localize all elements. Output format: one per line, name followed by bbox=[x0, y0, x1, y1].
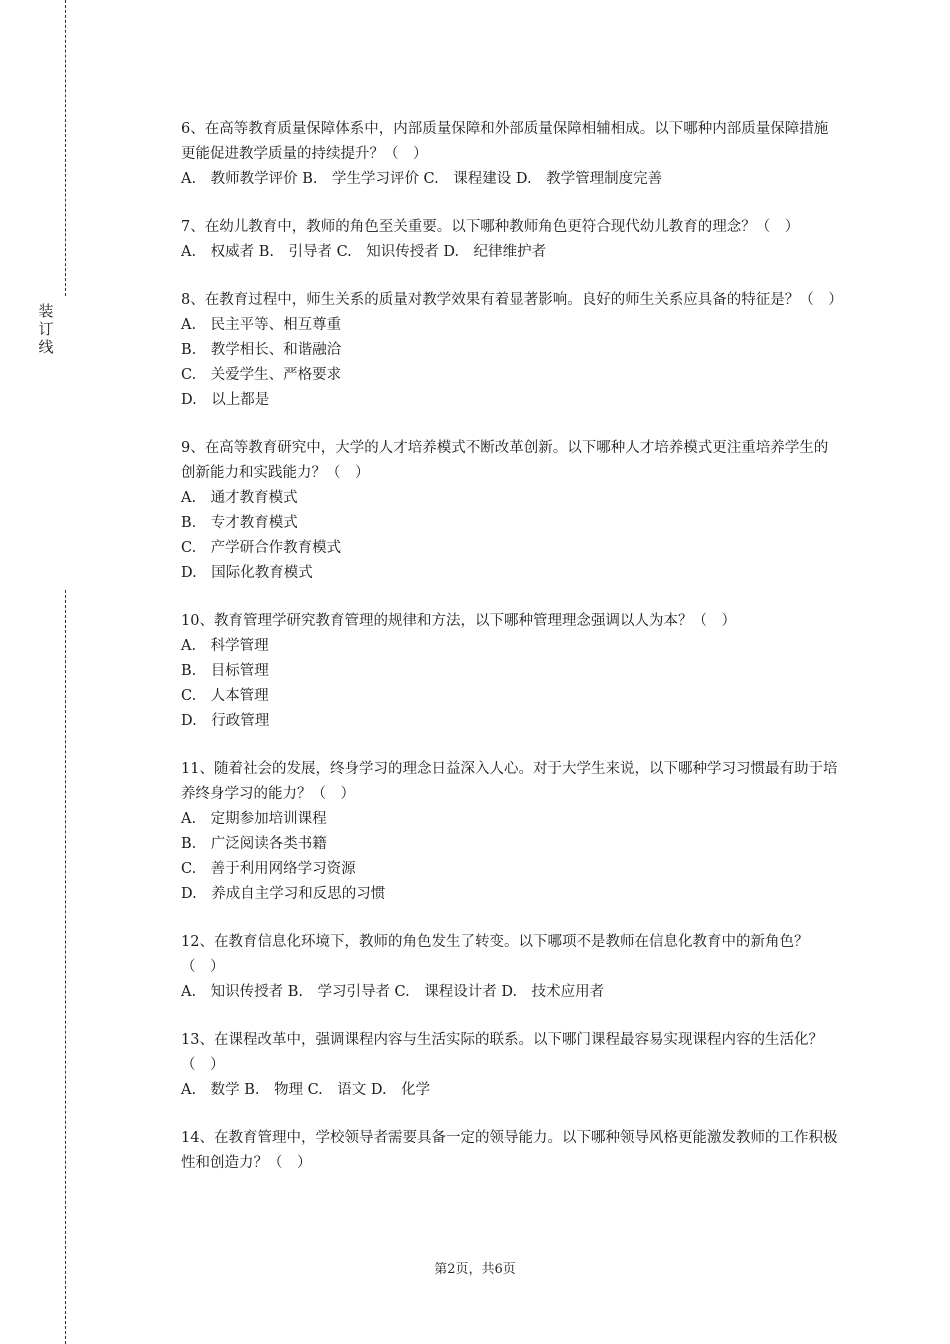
binding-char: 订 bbox=[38, 320, 54, 338]
question-text: 10、教育管理学研究教育管理的规律和方法，以下哪种管理理念强调以人为本？（ ） bbox=[181, 613, 736, 629]
option-c: C. 关爱学生、严格要求 bbox=[181, 367, 342, 383]
option-b: B. 目标管理 bbox=[181, 663, 269, 679]
binding-char: 线 bbox=[38, 338, 54, 356]
question-6 bbox=[181, 117, 841, 192]
question-text: 13、在课程改革中，强调课程内容与生活实际的联系。以下哪门课程最容易实现课程内容的生活化？（ ） bbox=[181, 1032, 823, 1073]
question-text: 12、在教育信息化环境下，教师的角色发生了转变。以下哪项不是教师在信息化教育中的新角色？（ ） bbox=[181, 934, 809, 975]
option-a: A. 通才教育模式 bbox=[181, 490, 298, 506]
question-11 bbox=[181, 757, 841, 907]
question-options: A. 知识传授者 B. 学习引导者 C. 课程设计者 D. 技术应用者 bbox=[181, 984, 605, 1000]
option-c: C. 善于利用网络学习资源 bbox=[181, 861, 356, 877]
option-c: C. 人本管理 bbox=[181, 688, 269, 704]
option-b: B. 广泛阅读各类书籍 bbox=[181, 836, 327, 852]
question-options: A. 权威者 B. 引导者 C. 知识传授者 D. 纪律维护者 bbox=[181, 244, 547, 260]
question-text: 7、在幼儿教育中，教师的角色至关重要。以下哪种教师角色更符合现代幼儿教育的理念？（ ） bbox=[181, 219, 800, 235]
option-d: D. 国际化教育模式 bbox=[181, 565, 313, 581]
question-text: 9、在高等教育研究中，大学的人才培养模式不断改革创新。以下哪种人才培养模式更注重培养学生的创新能力和实践能力？（ ） bbox=[181, 440, 829, 481]
question-options: A. 教师教学评价 B. 学生学习评价 C. 课程建设 D. 教学管理制度完善 bbox=[181, 171, 663, 187]
question-10 bbox=[181, 609, 841, 734]
binding-char: 装 bbox=[38, 302, 54, 320]
binding-dashed-line-bottom bbox=[65, 590, 66, 1344]
binding-label bbox=[38, 302, 54, 356]
question-7 bbox=[181, 215, 841, 265]
option-d: D. 以上都是 bbox=[181, 392, 270, 408]
page-number: 第2页，共6页 bbox=[434, 1262, 516, 1277]
question-text: 8、在教育过程中，师生关系的质量对教学效果有着显著影响。良好的师生关系应具备的特征是？（ ） bbox=[181, 292, 843, 308]
question-options: A. 数学 B. 物理 C. 语文 D. 化学 bbox=[181, 1082, 431, 1098]
option-a: A. 民主平等、相互尊重 bbox=[181, 317, 342, 333]
option-c: C. 产学研合作教育模式 bbox=[181, 540, 342, 556]
option-b: B. 专才教育模式 bbox=[181, 515, 298, 531]
question-text: 6、在高等教育质量保障体系中，内部质量保障和外部质量保障相辅相成。以下哪种内部质量保障措施更能促进教学质量的持续提升？（ ） bbox=[181, 121, 829, 162]
option-b: B. 教学相长、和谐融洽 bbox=[181, 342, 342, 358]
question-text: 14、在教育管理中，学校领导者需要具备一定的领导能力。以下哪种领导风格更能激发教师的工作积极性和创造力？（ ） bbox=[181, 1130, 838, 1171]
question-9 bbox=[181, 436, 841, 586]
question-14 bbox=[181, 1126, 841, 1176]
question-list bbox=[181, 117, 841, 1199]
question-12 bbox=[181, 930, 841, 1005]
option-a: A. 定期参加培训课程 bbox=[181, 811, 327, 827]
binding-dashed-line-top bbox=[65, 0, 66, 296]
option-d: D. 行政管理 bbox=[181, 713, 270, 729]
question-8 bbox=[181, 288, 841, 413]
question-text: 11、随着社会的发展，终身学习的理念日益深入人心。对于大学生来说，以下哪种学习习惯最有助于培养终身学习的能力？（ ） bbox=[181, 761, 838, 802]
option-d: D. 养成自主学习和反思的习惯 bbox=[181, 886, 386, 902]
option-a: A. 科学管理 bbox=[181, 638, 269, 654]
question-13 bbox=[181, 1028, 841, 1103]
